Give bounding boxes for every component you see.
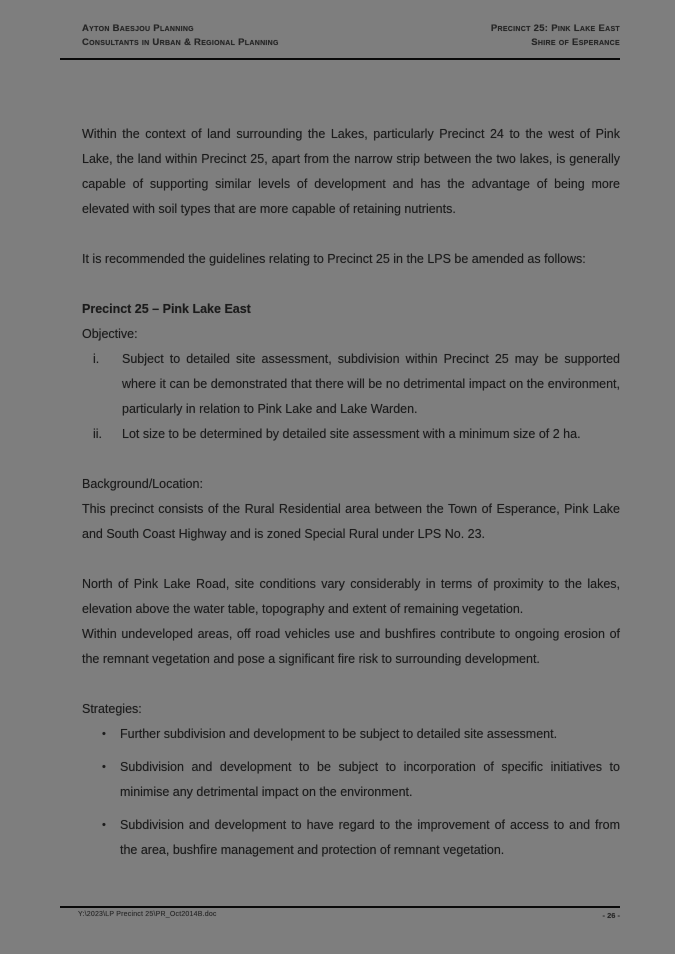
header-company-tagline: Consultants in Urban & Regional Planning <box>82 37 279 48</box>
bullet-icon: • <box>102 819 106 831</box>
page-footer <box>60 906 620 920</box>
header-left <box>82 22 279 50</box>
background-label: Background/Location: <box>82 477 203 491</box>
footer-file-path: Y:\2023\LP Precinct 25\PR_Oct2014B.doc <box>78 911 217 918</box>
strategies-list <box>82 722 620 863</box>
bullet-icon: • <box>102 761 106 773</box>
section-background <box>82 472 620 547</box>
header-right <box>491 22 620 50</box>
objective-list <box>82 347 620 447</box>
paragraph-background: This precinct consists of the Rural Residential area between the Town of Esperance, Pink Lake and South Coast Highway and is zoned Special Rural under LPS No. 23. <box>82 502 620 541</box>
objective-label: Objective: <box>82 327 138 341</box>
list-item-marker: ii. <box>93 427 103 441</box>
list-item <box>82 422 620 447</box>
paragraph-recommendation: It is recommended the guidelines relating to Precinct 25 in the LPS be amended as follows: <box>82 252 586 266</box>
list-item <box>82 722 620 747</box>
list-item-text: Subdivision and development to be subject to incorporation of specific initiatives to minimise any detrimental impact on the environment. <box>120 760 620 799</box>
page-header <box>82 22 620 50</box>
paragraph-undeveloped: Within undeveloped areas, off road vehicles use and bushfires contribute to ongoing erosion of the remnant vegetation and pose a significant fire risk to surrounding development. <box>82 627 620 666</box>
header-doc-subtitle: Shire of Esperance <box>531 37 620 48</box>
header-rule <box>60 58 620 60</box>
strategies-label: Strategies: <box>82 702 142 716</box>
footer-page-number: - 26 - <box>602 911 620 920</box>
list-item-text: Lot size to be determined by detailed site assessment with a minimum size of 2 ha. <box>122 427 581 441</box>
document-body <box>82 122 620 863</box>
list-item <box>82 347 620 422</box>
paragraph-context: Within the context of land surrounding the Lakes, particularly Precinct 24 to the west of Pink Lake, the land within Precinct 25, apart from the narrow strip between the two lakes, is generally capable of supporting similar levels of development and has the advantage of being more elevated with soil types that are more capable of retaining nutrients. <box>82 127 620 216</box>
paragraph-north: North of Pink Lake Road, site conditions vary considerably in terms of proximity to the lakes, elevation above the water table, topography and extent of remaining vegetation. <box>82 577 620 616</box>
list-item-text: Further subdivision and development to be subject to detailed site assessment. <box>120 727 558 741</box>
section-conditions <box>82 572 620 672</box>
precinct-heading: Precinct 25 – Pink Lake East <box>82 302 251 316</box>
header-doc-title: Precinct 25: Pink Lake East <box>490 23 620 34</box>
list-item <box>82 755 620 805</box>
list-item-text: Subdivision and development to have regard to the improvement of access to and from the area, bushfire management and protection of remnant vegetation. <box>120 818 620 857</box>
list-item-marker: i. <box>93 352 100 366</box>
header-company-name: Ayton Baesjou Planning <box>82 23 194 34</box>
section-precinct <box>82 297 620 447</box>
bullet-icon: • <box>102 728 106 740</box>
list-item <box>82 813 620 863</box>
list-item-text: Subject to detailed site assessment, subdivision within Precinct 25 may be supported where it can be demonstrated that there will be no detrimental impact on the environment, particularly in relation to Pink Lake and Lake Warden. <box>122 352 620 416</box>
section-strategies <box>82 697 620 863</box>
